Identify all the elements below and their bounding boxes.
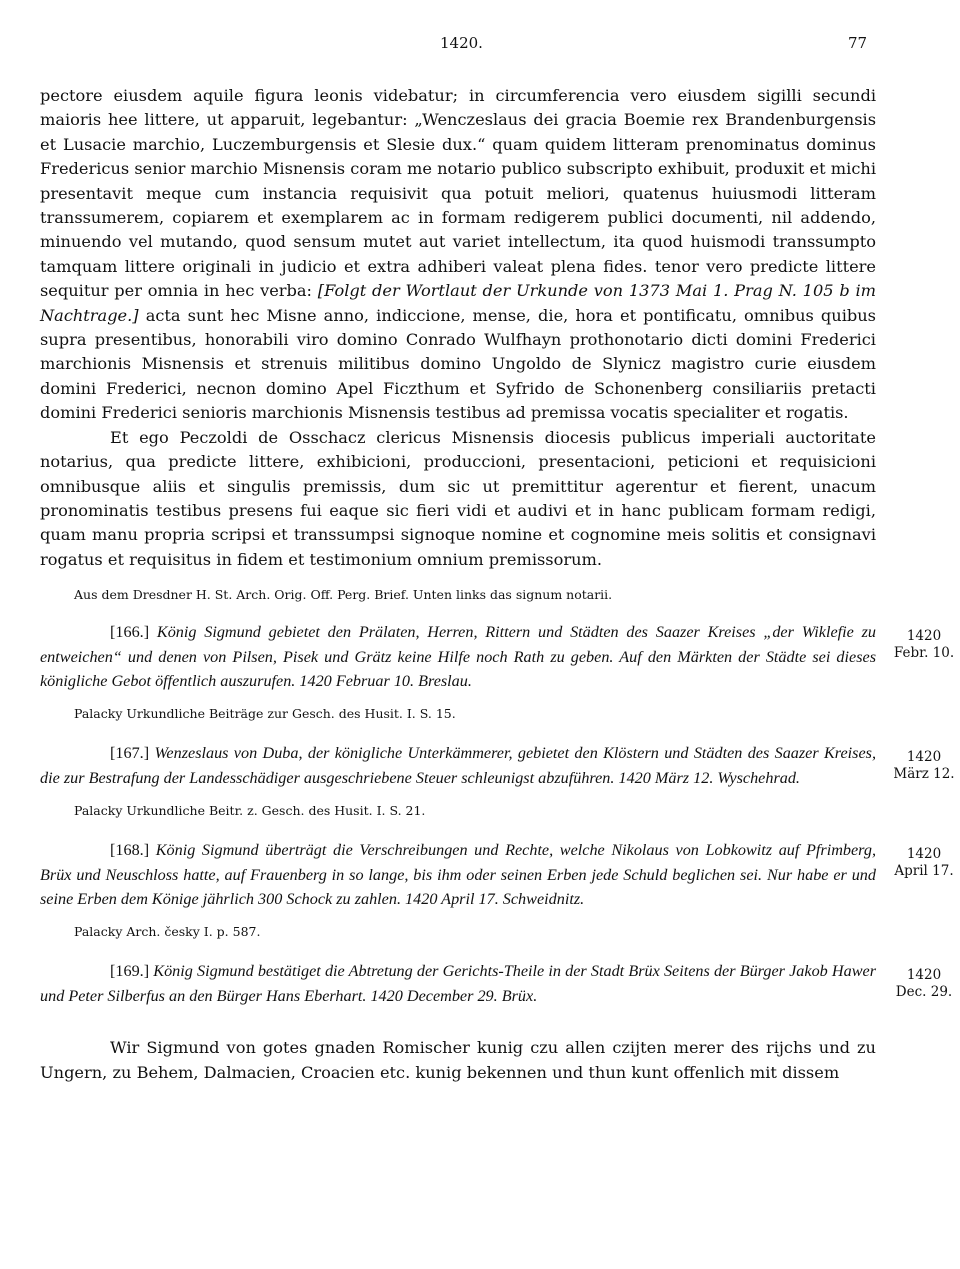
- margin-date-168: 1420 April 17.: [894, 846, 954, 880]
- entry-summary: Wenzeslaus von Duba, der königliche Unterkämmerer, gebietet den Klöstern und Städten des Saazer Kreises, die zur Bestrafung der Landesschädiger ausgeschriebene Steuer schleunigst abzuführen. 1420 März 12. Wyschehrad.: [40, 744, 876, 787]
- entry-source: Palacky Arch. česky I. p. 587.: [74, 924, 261, 940]
- page-header: [0, 34, 960, 54]
- register-entry-169: [40, 959, 953, 1008]
- entry-number: [166.]: [110, 623, 150, 642]
- entry-source: Palacky Urkundliche Beiträge zur Gesch. des Husit. I. S. 15.: [74, 706, 456, 722]
- source-note: Aus dem Dresdner H. St. Arch. Orig. Off. Perg. Brief. Unten links das signum notarii.: [74, 587, 613, 603]
- entry-number: [168.]: [110, 841, 150, 860]
- charter-text: Wir Sigmund von gotes gnaden Romischer kunig czu allen czijten merer des rijchs und zu Ungern, zu Behem, Dalmacien, Croacien etc. kunig bekennen und thun kunt offenlich mit dissem: [40, 1038, 876, 1082]
- entry-number: [169.]: [110, 962, 150, 981]
- entry-source: Palacky Urkundliche Beitr. z. Gesch. des Husit. I. S. 21.: [74, 803, 426, 819]
- entry-summary: König Sigmund überträgt die Verschreibungen und Rechte, welche Nikolaus von Lobkowitz auf Pfrimberg, Brüx und Neuschloss hatte, auf Frauenberg in so lange, bis ihm oder seinen Erben jede Schuld beglichen sei. Nur habe er und seine Erben dem Könige jährlich 300 Schock zu zahlen. 1420 April 17. Schweidnitz.: [40, 841, 876, 908]
- entry-summary: König Sigmund gebietet den Prälaten, Herren, Rittern und Städten des Saazer Kreises „der Wiklefie zu entweichen“ und denen von Pilsen, Pisek und Grätz keine Hilfe noch Rath zu geben. Auf den Märkten der Städte sei dieses königliche Gebot öffentlich auszurufen. 1420 Februar 10. Breslau.: [40, 623, 876, 690]
- margin-date-167: 1420 März 12.: [893, 749, 955, 783]
- editorial-note: [Folgt der Wortlaut der Urkunde von 1373 Mai 1. Prag N. 105 b im Nachtrage.]: [40, 281, 876, 325]
- notary-paragraph: Et ego Peczoldi de Osschacz clericus Misnensis diocesis publicus imperiali auctoritate notarius, qua predicte littere, exhibicioni, produccioni, presentacioni, peticioni et requisicioni omnibusque aliis et singulis premissis, dum sic ut premittitur agerentur et fierent, unacum pronominatis testibus presens fui eaque sic fieri vidi et audivi et in hanc publicam formam redigi, quam manu propria scripsi et transsumpsi signoque nomine et cognomine meis solitis et consignavi rogatus et requisitus in fidem et testimonium omnium premissorum.: [40, 427, 876, 569]
- register-entry-166: [40, 620, 955, 723]
- page-body: [40, 84, 955, 1085]
- margin-date-166: 1420 Febr. 10.: [893, 628, 955, 662]
- header-year: 1420.: [440, 34, 483, 52]
- register-entry-168: [40, 838, 954, 941]
- paragraph-continuation: pectore eiusdem aquile figura leonis videbatur; in circumferencia vero eiusdem sigilli secundi maioris hee littere, ut apparuit, legebantur: „Wenczeslaus dei gracia Boemie rex Brandenburgensis et Lusacie marchio, Luczemburgensis et Slesie dux.“ quam quidem litteram prenominatus dominus Fredericus senior marchio Misnensis coram me notario publico subscripto exhibuit, produxit et michi presentavit meque cum instancia requisivit qua potuit meliori, quatenus huiusmodi litteram transsumerem, copiarem et exemplarem ac in formam redigerem publici documenti, nil addendo, minuendo vel mutando, quod sensum mutet aut variet intellectum, ita quod huismodi transsumpto tamquam littere originali in judicio et extra adhiberi valeat plena fides. tenor vero predicte littere sequitur per omnia in hec verba: [Folgt der Wortlaut der Urkunde von 1373 Mai 1. Prag N. 105 b im Nachtrage.] acta sunt hec Misne anno, indiccione, mense, die, hora et pontificatu, omnibus quibus supra presentibus, honorabili viro domino Conrado Wulfhayn prothonotario dicti domini Frederici marchionis Misnensis et strenuis militibus domino Ungoldo de Slynicz magistro curie eiusdem domini Frederici, necnon domino Apel Ficzthum et Syfrido de Schonenberg consiliariis pretacti domini Frederici senioris marchionis Misnensis testibus ad premissa vocatis specialiter et rogatis.: [40, 86, 876, 423]
- margin-date-169: 1420 Dec. 29.: [895, 967, 953, 1001]
- entry-summary: König Sigmund bestätiget die Abtretung der Gerichts-Theile in der Stadt Brüx Seitens der Bürger Jakob Hawer und Peter Silberfus an den Bürger Hans Eberhart. 1420 December 29. Brüx.: [40, 962, 877, 1005]
- register-entry-167: [40, 741, 955, 820]
- page-number: 77: [848, 34, 868, 52]
- entry-number: [167.]: [110, 744, 150, 763]
